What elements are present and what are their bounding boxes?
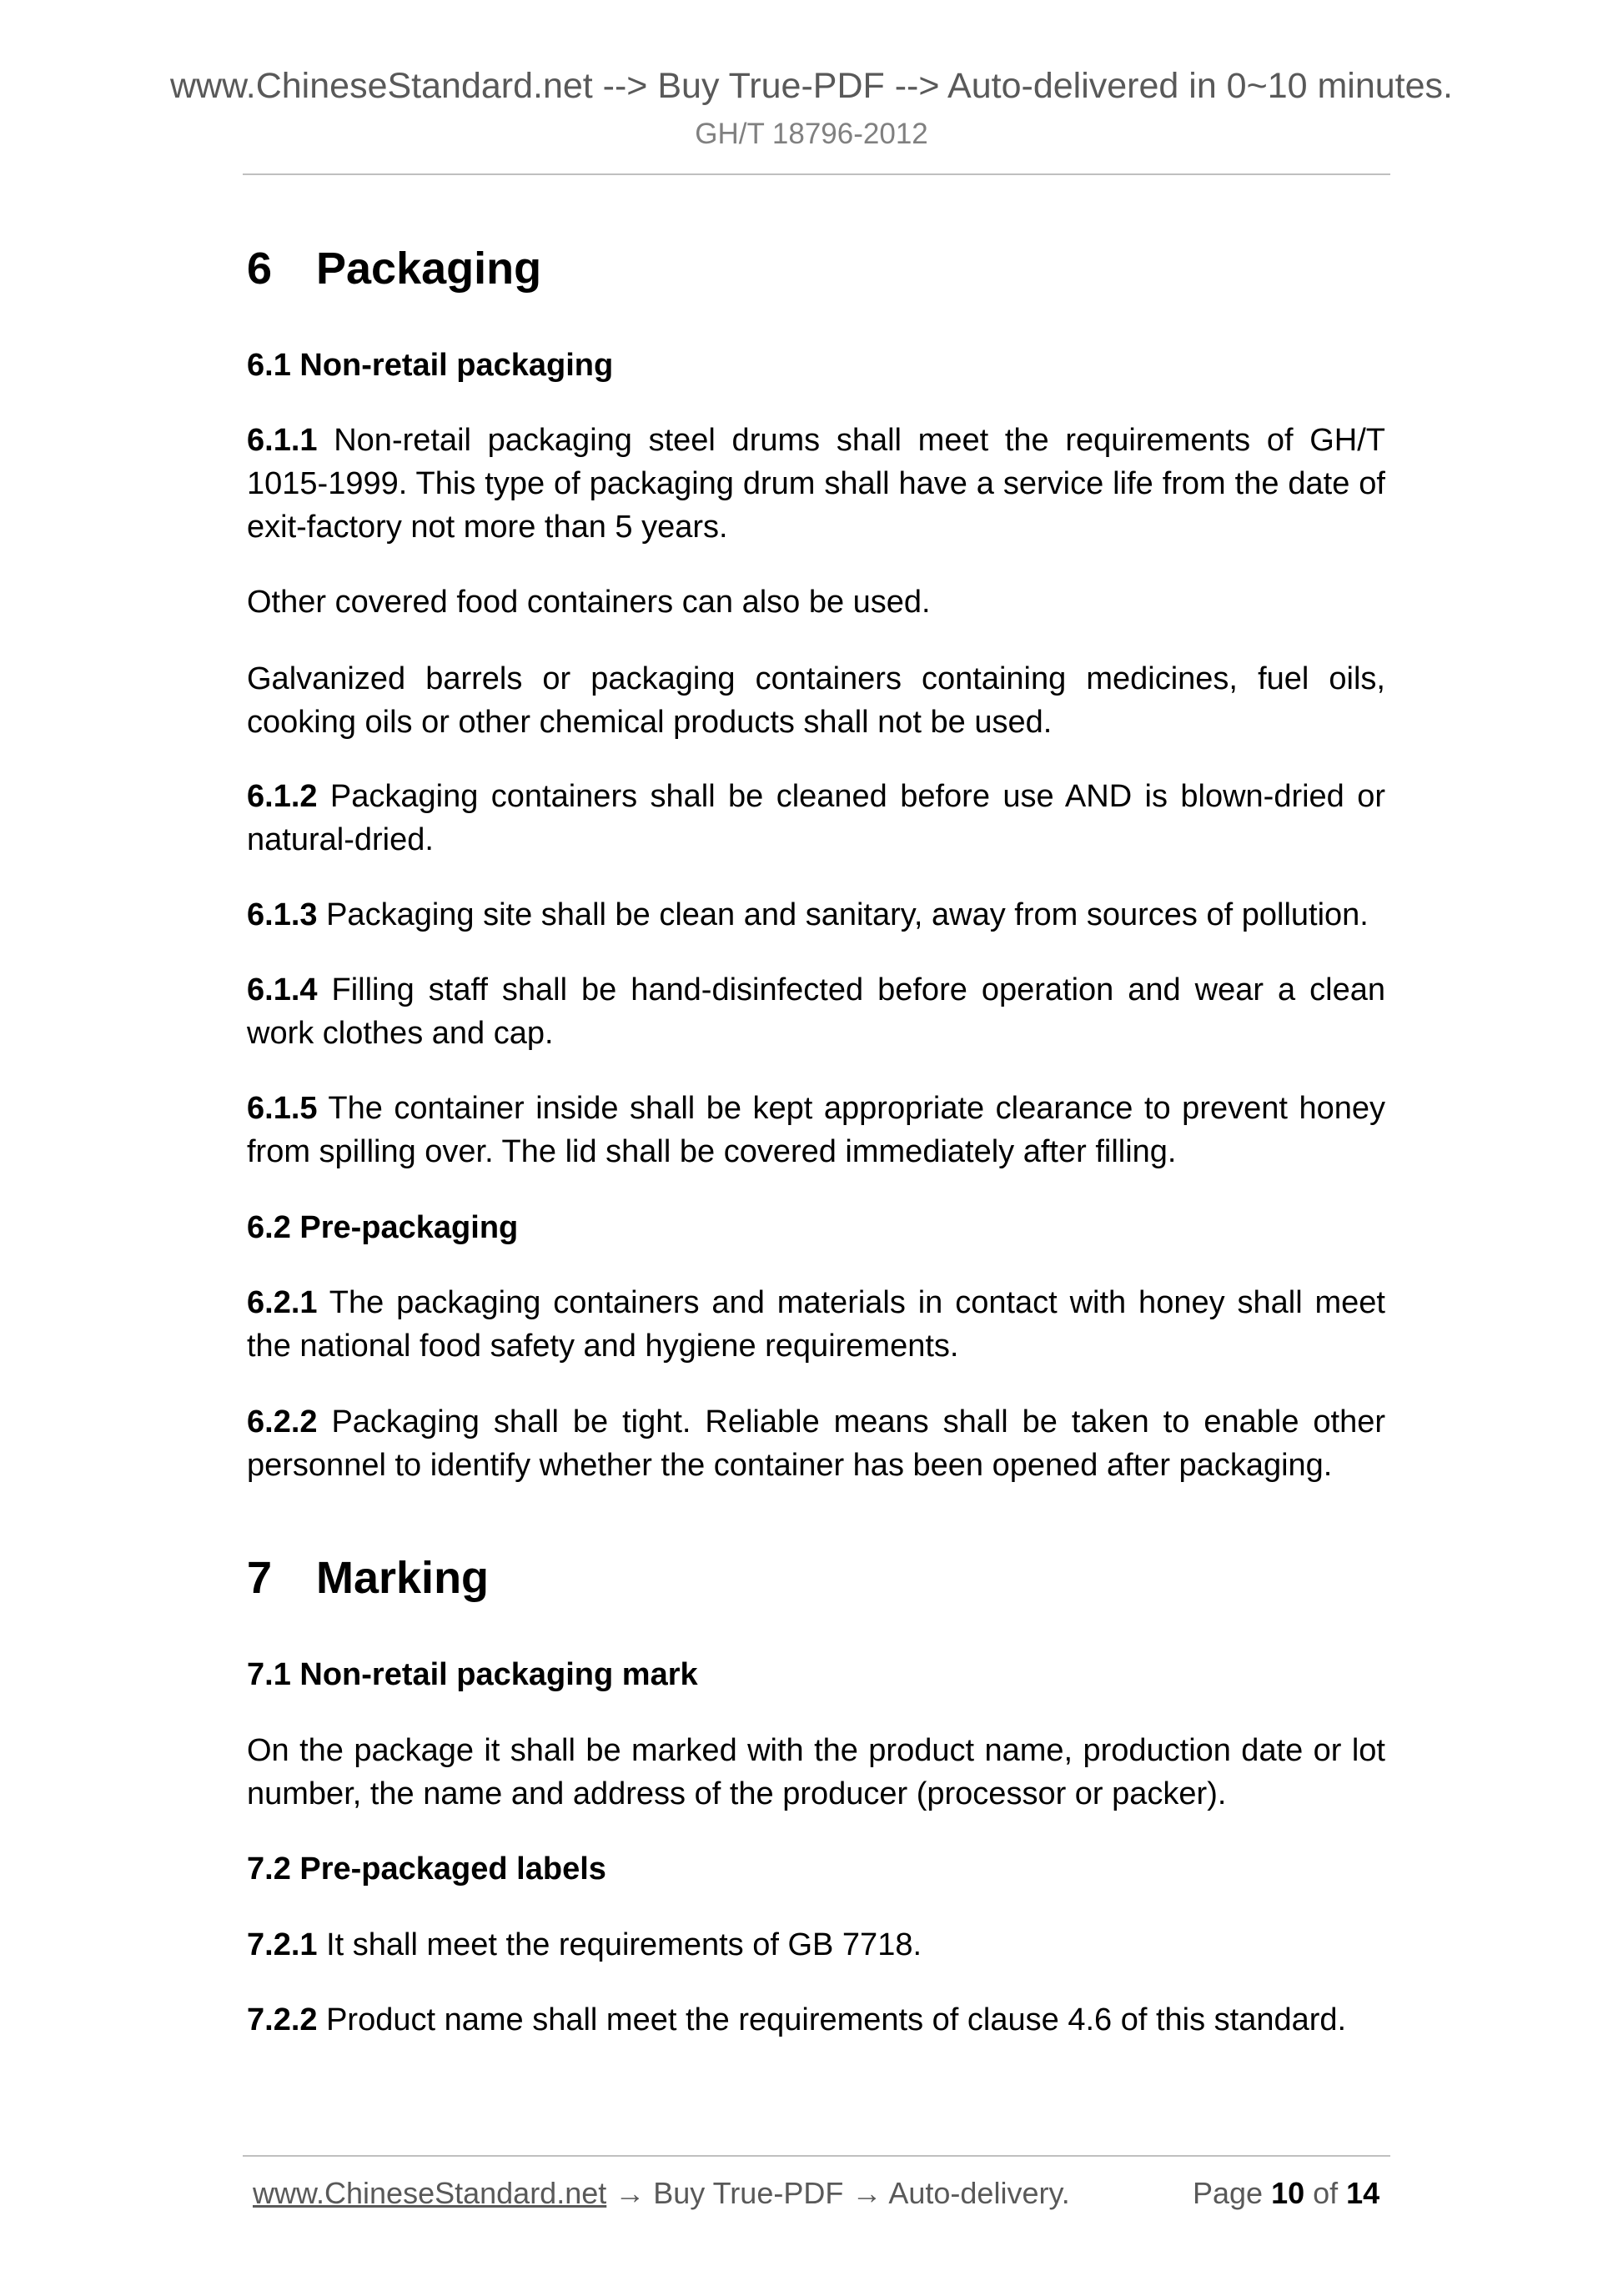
clause-6-1-5 (247, 1087, 1385, 1173)
clause-7-2-1 (247, 1923, 1385, 1967)
section-6-heading (247, 242, 541, 295)
clause-text: Product name shall meet the requirements of clause 4.6 of this standard. (317, 2002, 1347, 2037)
clause-text: Packaging site shall be clean and sanitary, away from sources of pollution. (317, 897, 1369, 932)
page-label: Page (1193, 2176, 1272, 2210)
page-total: 14 (1346, 2176, 1380, 2210)
page-indicator (1193, 2175, 1379, 2212)
section-title: Packaging (316, 244, 542, 294)
footer-site-link[interactable]: www.ChineseStandard.net (253, 2176, 607, 2210)
subsection-7-2-heading: 7.2 Pre-packaged labels (247, 1851, 606, 1887)
section-title: Marking (316, 1553, 490, 1603)
clause-number: 7.2.1 (247, 1927, 318, 1962)
subsection-6-2-heading: 6.2 Pre-packaging (247, 1210, 519, 1245)
clause-text: The packaging containers and materials in contact with honey shall meet the national food safety and hygiene requirements. (247, 1285, 1385, 1364)
page-current: 10 (1271, 2176, 1305, 2210)
subsection-7-1-heading: 7.1 Non-retail packaging mark (247, 1657, 698, 1692)
paragraph-7-1: On the package it shall be marked with the product name, production date or lot number, the name and address of the producer (processor or packer). (247, 1733, 1385, 1811)
section-number: 7 (247, 1553, 273, 1603)
clause-number: 6.1.5 (247, 1091, 318, 1126)
clause-number: 6.1.3 (247, 897, 318, 932)
section-number: 6 (247, 244, 273, 294)
clause-6-1-2 (247, 775, 1385, 862)
clause-text: Packaging shall be tight. Reliable means shall be taken to enable other personnel to identify whether the container has been opened after packaging. (247, 1404, 1385, 1483)
footer-auto-text: Auto-delivery. (888, 2176, 1070, 2210)
paragraph-other-containers: Other covered food containers can also be used. (247, 585, 931, 620)
arrow-icon: → (843, 2176, 889, 2210)
of-label: of (1304, 2176, 1347, 2210)
clause-text: Non-retail packaging steel drums shall meet the requirements of GH/T 1015-1999. This type of packaging drum shall have a service life from the date of exit-factory not more than 5 years. (247, 423, 1385, 545)
clause-6-1-1 (247, 419, 1385, 549)
clause-6-2-1 (247, 1281, 1385, 1368)
clause-6-2-2 (247, 1400, 1385, 1487)
subsection-6-1-heading: 6.1 Non-retail packaging (247, 348, 614, 383)
section-7-heading (247, 1551, 489, 1605)
arrow-icon: → (606, 2176, 654, 2210)
clause-6-1-3 (247, 893, 1385, 937)
clause-text: Packaging containers shall be cleaned before use AND is blown-dried or natural-dried. (247, 779, 1385, 857)
clause-6-1-4 (247, 968, 1385, 1055)
clause-number: 7.2.2 (247, 2002, 318, 2037)
clause-number: 6.1.4 (247, 972, 318, 1007)
clause-text: It shall meet the requirements of GB 7718. (317, 1927, 922, 1962)
footer-buy-text: Buy True-PDF (653, 2176, 844, 2210)
clause-7-2-2 (247, 1998, 1385, 2042)
header-divider (243, 173, 1390, 175)
header-banner: www.ChineseStandard.net --> Buy True-PDF --> Auto-delivered in 0~10 minutes. (169, 66, 1453, 106)
clause-text: The container inside shall be kept appropriate clearance to prevent honey from spilling over. The lid shall be covered immediately after filling. (247, 1091, 1385, 1169)
clause-number: 6.1.2 (247, 779, 318, 814)
footer-promo (253, 2175, 1070, 2212)
clause-number: 6.2.1 (247, 1285, 318, 1320)
standard-code: GH/T 18796-2012 (695, 118, 928, 150)
clause-number: 6.2.2 (247, 1404, 318, 1439)
clause-number: 6.1.1 (247, 423, 318, 458)
footer-divider (243, 2155, 1390, 2157)
clause-text: Filling staff shall be hand-disinfected before operation and wear a clean work clothes and cap. (247, 972, 1385, 1051)
paragraph-galvanized: Galvanized barrels or packaging containers containing medicines, fuel oils, cooking oils or other chemical products shall not be used. (247, 661, 1385, 740)
